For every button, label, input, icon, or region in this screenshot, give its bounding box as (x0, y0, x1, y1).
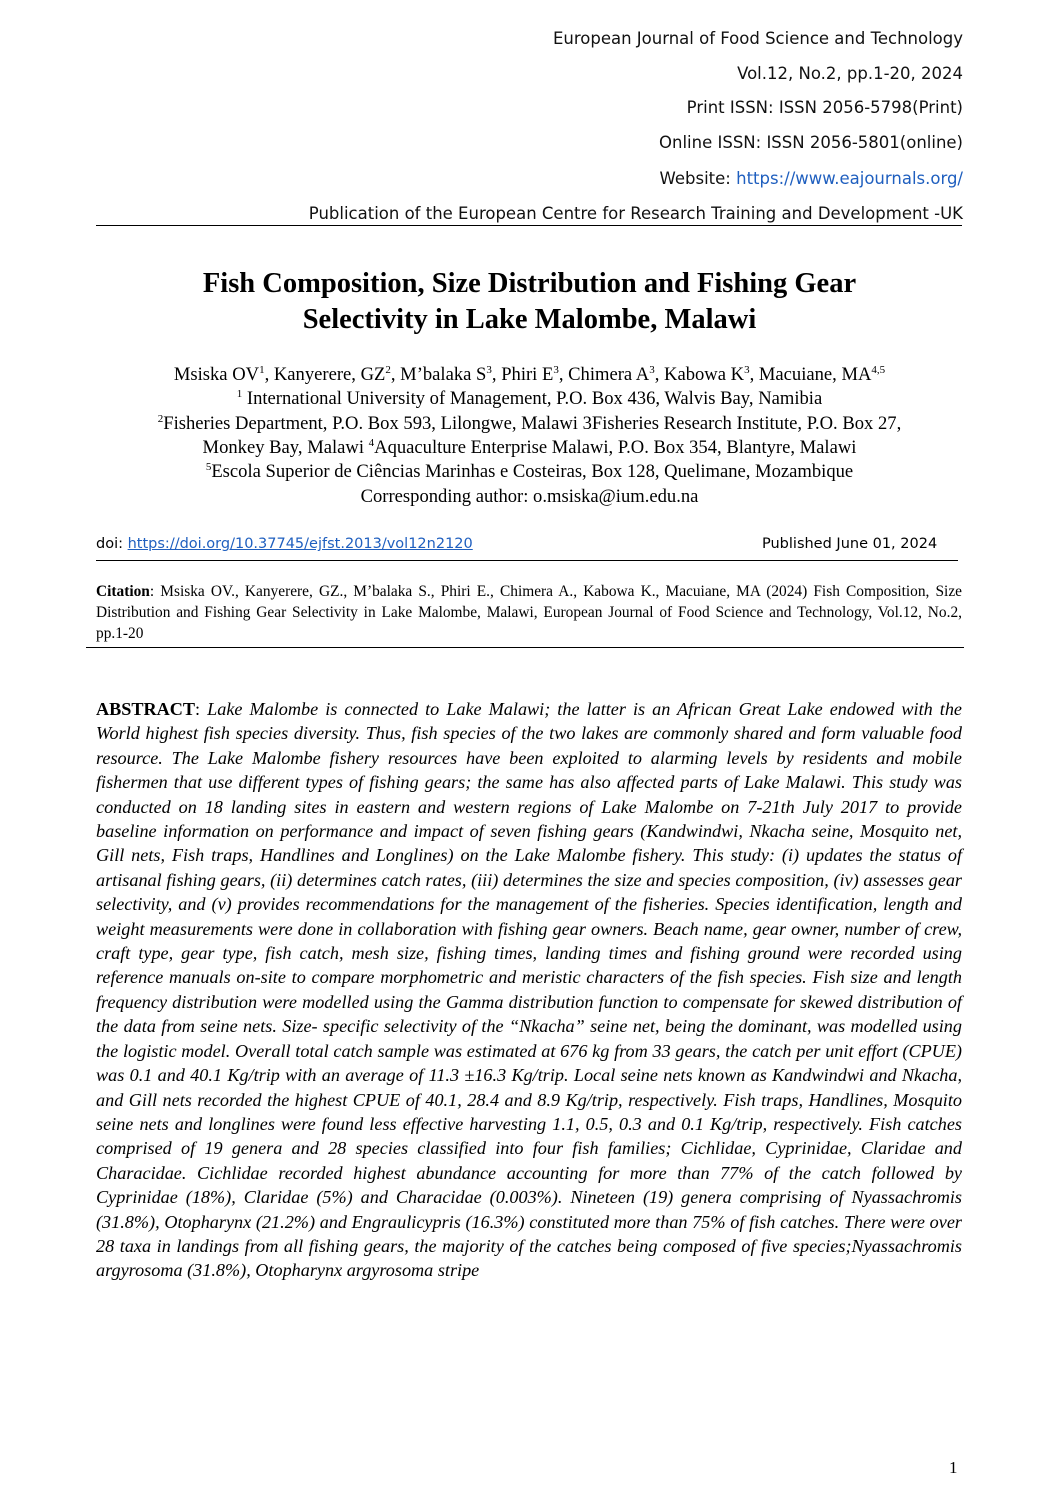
author-list (80, 364, 979, 386)
volume-info: Vol.12, No.2, pp.1-20, 2024 (737, 64, 963, 83)
author-sup: 1 (259, 364, 265, 376)
affiliation-sup: 5 (205, 461, 212, 473)
affiliation-sup: 2 (157, 413, 164, 425)
title-line-1: Fish Composition, Size Distribution and Fishing Gear (202, 268, 857, 299)
author: , Kabowa K (654, 364, 745, 386)
author-sup: 2 (385, 364, 391, 376)
doi-link[interactable]: https://doi.org/10.37745/ejfst.2013/vol12n2120 (127, 536, 473, 552)
affiliation-text: International University of Management, P.O. Box 436, Walvis Bay, Namibia (242, 388, 823, 410)
abstract-text: Lake Malombe is connected to Lake Malawi; the latter is an African Great Lake endowed with the World highest fish species diversity. Thus, fish species of the two lakes are commonly shared and form valuable food resource. The Lake Malombe fishery resources have been exploited to alarming levels by residents and mobile fishermen that use different types of fishing gears; the same has also affected parts of Lake Malawi. This study was conducted on 18 landing sites in eastern and western regions of Lake Malombe on 7-21th July 2017 to provide baseline information on performance and impact of seven fishing gears (Kandwindwi, Nkacha seine, Mosquito net, Gill nets, Fish traps, Handlines and Longlines) on the Lake Malombe fishery. This study: (i) updates the status of artisanal fishing gears, (ii) determines catch rates, (iii) determines the size and species composition, (iv) assesses gear selectivity, and (v) provides recommendations for the management of the fisheries. Species identification, length and weight measurements were done in collaboration with fishing gear owners. Beach name, gear owner, number of crew, craft type, gear type, fish catch, mesh size, fishing times, landing times and fishing ground were recorded using reference manuals on-site to compare morphometric and meristic characters of the fish species. Fish size and length frequency distribution were modelled using the Gamma distribution function to compensate for skewed distribution of the data from seine nets. Size- specific selectivity of the “Nkacha” seine net, being the dominant, was modelled using the logistic model. Overall total catch sample was estimated at 676 kg from 33 gears, the catch per unit effort (CPUE) was 0.1 and 40.1 Kg/trip with an average of 11.3 ±16.3 Kg/trip. Local seine nets known as Kandwindwi and Nkacha, and Gill nets recorded the highest CPUE of 40.1, 28.4 and 8.9 Kg/trip, respectively. Fish traps, Handlines, Mosquito seine nets and longlines were found less effective harvesting 1.1, 0.5, 0.3 and 0.1 Kg/trip, respectively. Fish catches comprised of 19 genera and 28 species classified into four fish families; Cichlidae, Cyprinidae, Claridae and Characidae. Cichlidae recorded highest abundance accounting for more than 77% of the catch followed by Cyprinidae (18%), Claridae (5%) and Characidae (0.003%). Nineteen (19) genera comprising of Nyassachromis (31.8%), Otopharynx (21.2%) and Engraulicypris (16.3%) constituted more than 75% of fish catches. There were over 28 taxa in landings from all fishing gears, the majority of the catches being composed of five species;Nyassachromis argyrosoma (31.8%), Otopharynx argyrosoma stripe (96, 699, 962, 1281)
print-issn: Print ISSN: ISSN 2056-5798(Print) (686, 98, 963, 117)
doi-label: doi: (96, 536, 128, 552)
affiliation-3 (80, 437, 979, 459)
author: , Phiri E (491, 364, 554, 386)
affiliation-4 (80, 461, 979, 483)
author-sup: 4,5 (871, 364, 886, 376)
affiliation-sup: 1 (236, 388, 243, 400)
author-sup: 3 (744, 364, 750, 376)
affiliation-1 (80, 388, 979, 410)
citation (96, 581, 962, 644)
published-date: Published June 01, 2024 (762, 536, 938, 552)
author-sup: 3 (486, 364, 492, 376)
author: , Kanyerere, GZ (264, 364, 386, 386)
citation-label: Citation (96, 583, 150, 600)
title-line-2: Selectivity in Lake Malombe, Malawi (302, 304, 757, 335)
affiliation-text: Escola Superior de Ciências Marinhas e Costeiras, Box 128, Quelimane, Mozambique (211, 461, 854, 483)
affiliation-text: Aquaculture Enterprise Malawi, P.O. Box 354, Blantyre, Malawi (374, 437, 857, 459)
website-label: Website: (659, 169, 737, 188)
abstract (96, 697, 962, 1283)
doi-line (96, 536, 473, 552)
affiliation-sup: 4 (368, 437, 375, 449)
author: , M’balaka S (390, 364, 487, 386)
author: , Macuiane, MA (749, 364, 872, 386)
author-sup: 3 (649, 364, 655, 376)
online-issn: Online ISSN: ISSN 2056-5801(online) (659, 133, 963, 152)
journal-name: European Journal of Food Science and Technology (552, 29, 963, 48)
header-divider (96, 225, 962, 226)
paper-title (90, 266, 969, 338)
citation-text: : Msiska OV., Kanyerere, GZ., M’balaka S., Phiri E., Chimera A., Kabowa K., Macuiane, MA (2024) Fish Composition, Size Distribution and Fishing Gear Selectivity in Lake Malombe, Malawi, European Journal of Food Science and Technology, Vol.12, No.2, pp.1-20 (96, 583, 962, 642)
website-line (660, 169, 963, 188)
author: Msiska OV (173, 364, 260, 386)
affiliation-text: Fisheries Department, P.O. Box 593, Lilongwe, Malawi 3Fisheries Research Institute, P.O. Box 27, (163, 413, 902, 435)
author-sup: 3 (553, 364, 559, 376)
affiliation-text: Monkey Bay, Malawi (202, 437, 369, 459)
citation-divider (86, 647, 964, 648)
affiliation-2 (80, 413, 979, 435)
abstract-sep: : (195, 699, 208, 719)
page-number: 1 (949, 1458, 958, 1477)
author: , Chimera A (558, 364, 650, 386)
doi-divider (96, 560, 958, 561)
publisher-line: Publication of the European Centre for Research Training and Development -UK (308, 204, 963, 223)
abstract-label: ABSTRACT (96, 699, 196, 719)
website-link[interactable]: https://www.eajournals.org/ (736, 169, 963, 188)
corresponding-author: Corresponding author: o.msiska@ium.edu.na (360, 486, 699, 507)
